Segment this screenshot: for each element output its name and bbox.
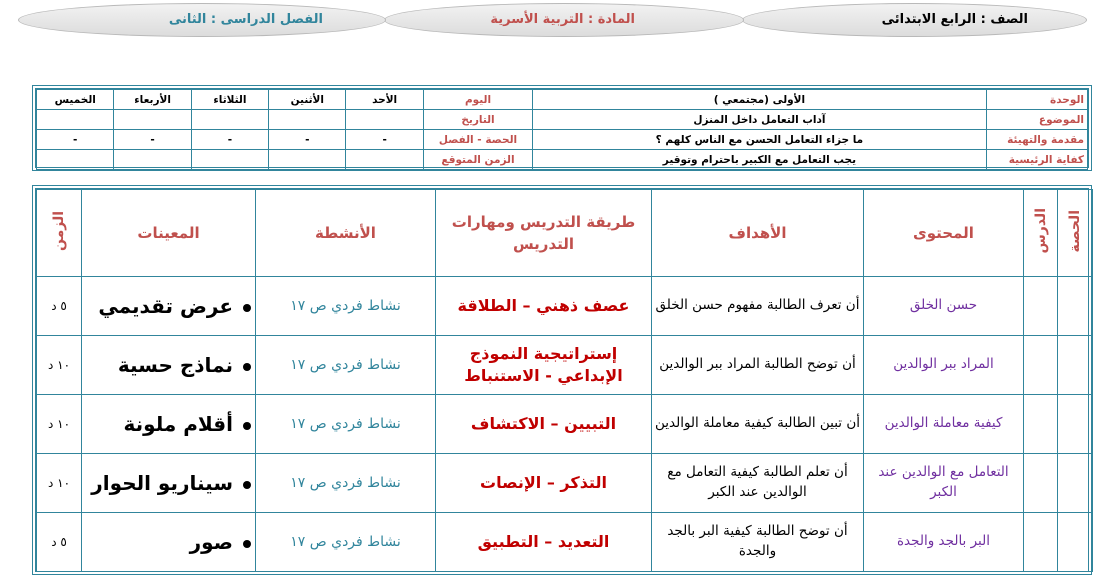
goal-cell: أن تعلم الطالبة كيفية التعامل مع الوالدين عند الكبر xyxy=(652,454,864,513)
period-cell: - xyxy=(269,130,346,150)
date-label: التاريخ xyxy=(423,110,532,130)
day-thursday: الخميس xyxy=(37,90,114,110)
bullet-icon xyxy=(243,304,251,312)
time-cell: ١٠ د xyxy=(37,395,82,454)
competency-label: كفاية الرئيسية xyxy=(986,150,1087,170)
time-header: الزمن xyxy=(37,190,82,277)
period-cell xyxy=(1058,454,1093,513)
unit-value: الأولى (مجتمعي ) xyxy=(533,90,986,110)
lesson-cell xyxy=(1024,277,1058,336)
bullet-icon xyxy=(243,481,251,489)
topic-value: آداب التعامل داخل المنزل xyxy=(533,110,986,130)
activity-cell: نشاط فردي ص ١٧ xyxy=(256,277,436,336)
goal-cell: أن توضح الطالبة كيفية البر بالجد والجدة xyxy=(652,513,864,572)
time-cell xyxy=(346,150,423,170)
date-cell xyxy=(269,110,346,130)
lesson-cell xyxy=(1024,454,1058,513)
aids-header: المعينات xyxy=(82,190,256,277)
intro-value: ما جزاء التعامل الحسن مع الناس كلهم ؟ xyxy=(533,130,986,150)
intro-label: مقدمة والتهيئة xyxy=(986,130,1087,150)
content-cell: التعامل مع الوالدين عند الكبر xyxy=(864,454,1024,513)
subject-text: المادة : التربية الأسرية xyxy=(490,12,635,27)
content-cell: المراد ببر الوالدين xyxy=(864,336,1024,395)
activity-cell: نشاط فردي ص ١٧ xyxy=(256,513,436,572)
lesson-cell xyxy=(1024,395,1058,454)
period-cell: - xyxy=(346,130,423,150)
method-cell: عصف ذهني – الطلاقة xyxy=(436,277,652,336)
subject-banner xyxy=(384,3,744,37)
semester-banner xyxy=(18,3,386,37)
date-cell xyxy=(191,110,268,130)
date-cell xyxy=(37,110,114,130)
bullet-icon xyxy=(243,422,251,430)
date-cell xyxy=(114,110,191,130)
grade-text: الصف : الرابع الابتدائى xyxy=(881,12,1028,27)
period-cell xyxy=(1058,513,1093,572)
lesson-plan-table xyxy=(32,185,1092,575)
aid-cell: صور xyxy=(82,513,256,572)
content-cell: البر بالجد والجدة xyxy=(864,513,1024,572)
time-cell xyxy=(191,150,268,170)
day-tuesday: الثلاثاء xyxy=(191,90,268,110)
time-cell: ١٠ د xyxy=(37,336,82,395)
period-cell: - xyxy=(191,130,268,150)
goal-cell: أن توضح الطالبة المراد ببر الوالدين xyxy=(652,336,864,395)
day-label: اليوم xyxy=(423,90,532,110)
activity-cell: نشاط فردي ص ١٧ xyxy=(256,336,436,395)
content-header: المحتوى xyxy=(864,190,1024,277)
day-monday: الأثنين xyxy=(269,90,346,110)
semester-text: الفصل الدراسى : الثانى xyxy=(168,12,323,27)
lesson-header: الدرس xyxy=(1024,190,1058,277)
time-cell: ٥ د xyxy=(37,277,82,336)
topic-label: الموضوع xyxy=(986,110,1087,130)
content-cell: حسن الخلق xyxy=(864,277,1024,336)
time-label: الزمن المتوقع xyxy=(423,150,532,170)
table-row xyxy=(37,277,1093,336)
grade-banner xyxy=(742,3,1087,37)
activity-cell: نشاط فردي ص ١٧ xyxy=(256,454,436,513)
time-cell xyxy=(37,150,114,170)
activities-header: الأنشطة xyxy=(256,190,436,277)
table-row xyxy=(37,395,1093,454)
bullet-icon xyxy=(243,540,251,548)
period-cell xyxy=(1058,336,1093,395)
method-cell: التذكر – الإنصات xyxy=(436,454,652,513)
period-cell: - xyxy=(37,130,114,150)
table-row xyxy=(37,336,1093,395)
lesson-cell xyxy=(1024,336,1058,395)
method-cell: إستراتيجية النموذج الإبداعي - الاستنباط xyxy=(436,336,652,395)
table-row xyxy=(37,513,1093,572)
period-header: الحصة xyxy=(1058,190,1093,277)
goals-header: الأهداف xyxy=(652,190,864,277)
table-row xyxy=(37,454,1093,513)
time-cell: ٥ د xyxy=(37,513,82,572)
goal-cell: أن تعرف الطالبة مفهوم حسن الخلق xyxy=(652,277,864,336)
goal-cell: أن تبين الطالبة كيفية معاملة الوالدين xyxy=(652,395,864,454)
time-cell: ١٠ د xyxy=(37,454,82,513)
aid-cell: نماذج حسية xyxy=(82,336,256,395)
day-wednesday: الأربعاء xyxy=(114,90,191,110)
period-cell: - xyxy=(114,130,191,150)
day-sunday: الأحد xyxy=(346,90,423,110)
period-label: الحصة - الفصل xyxy=(423,130,532,150)
method-cell: التبيين – الاكتشاف xyxy=(436,395,652,454)
aid-cell: عرض تقديمي xyxy=(82,277,256,336)
activity-cell: نشاط فردي ص ١٧ xyxy=(256,395,436,454)
lesson-info-table xyxy=(32,85,1092,171)
time-cell xyxy=(269,150,346,170)
unit-label: الوحدة xyxy=(986,90,1087,110)
period-cell xyxy=(1058,277,1093,336)
content-cell: كيفية معاملة الوالدين xyxy=(864,395,1024,454)
period-cell xyxy=(1058,395,1093,454)
method-cell: التعديد – التطبيق xyxy=(436,513,652,572)
aid-cell: سيناريو الحوار xyxy=(82,454,256,513)
bullet-icon xyxy=(243,363,251,371)
lesson-cell xyxy=(1024,513,1058,572)
date-cell xyxy=(346,110,423,130)
time-cell xyxy=(114,150,191,170)
aid-cell: أقلام ملونة xyxy=(82,395,256,454)
method-header: طريقة التدريس ومهارات التدريس xyxy=(436,190,652,277)
competency-value: يجب التعامل مع الكبير باحترام وتوقير xyxy=(533,150,986,170)
